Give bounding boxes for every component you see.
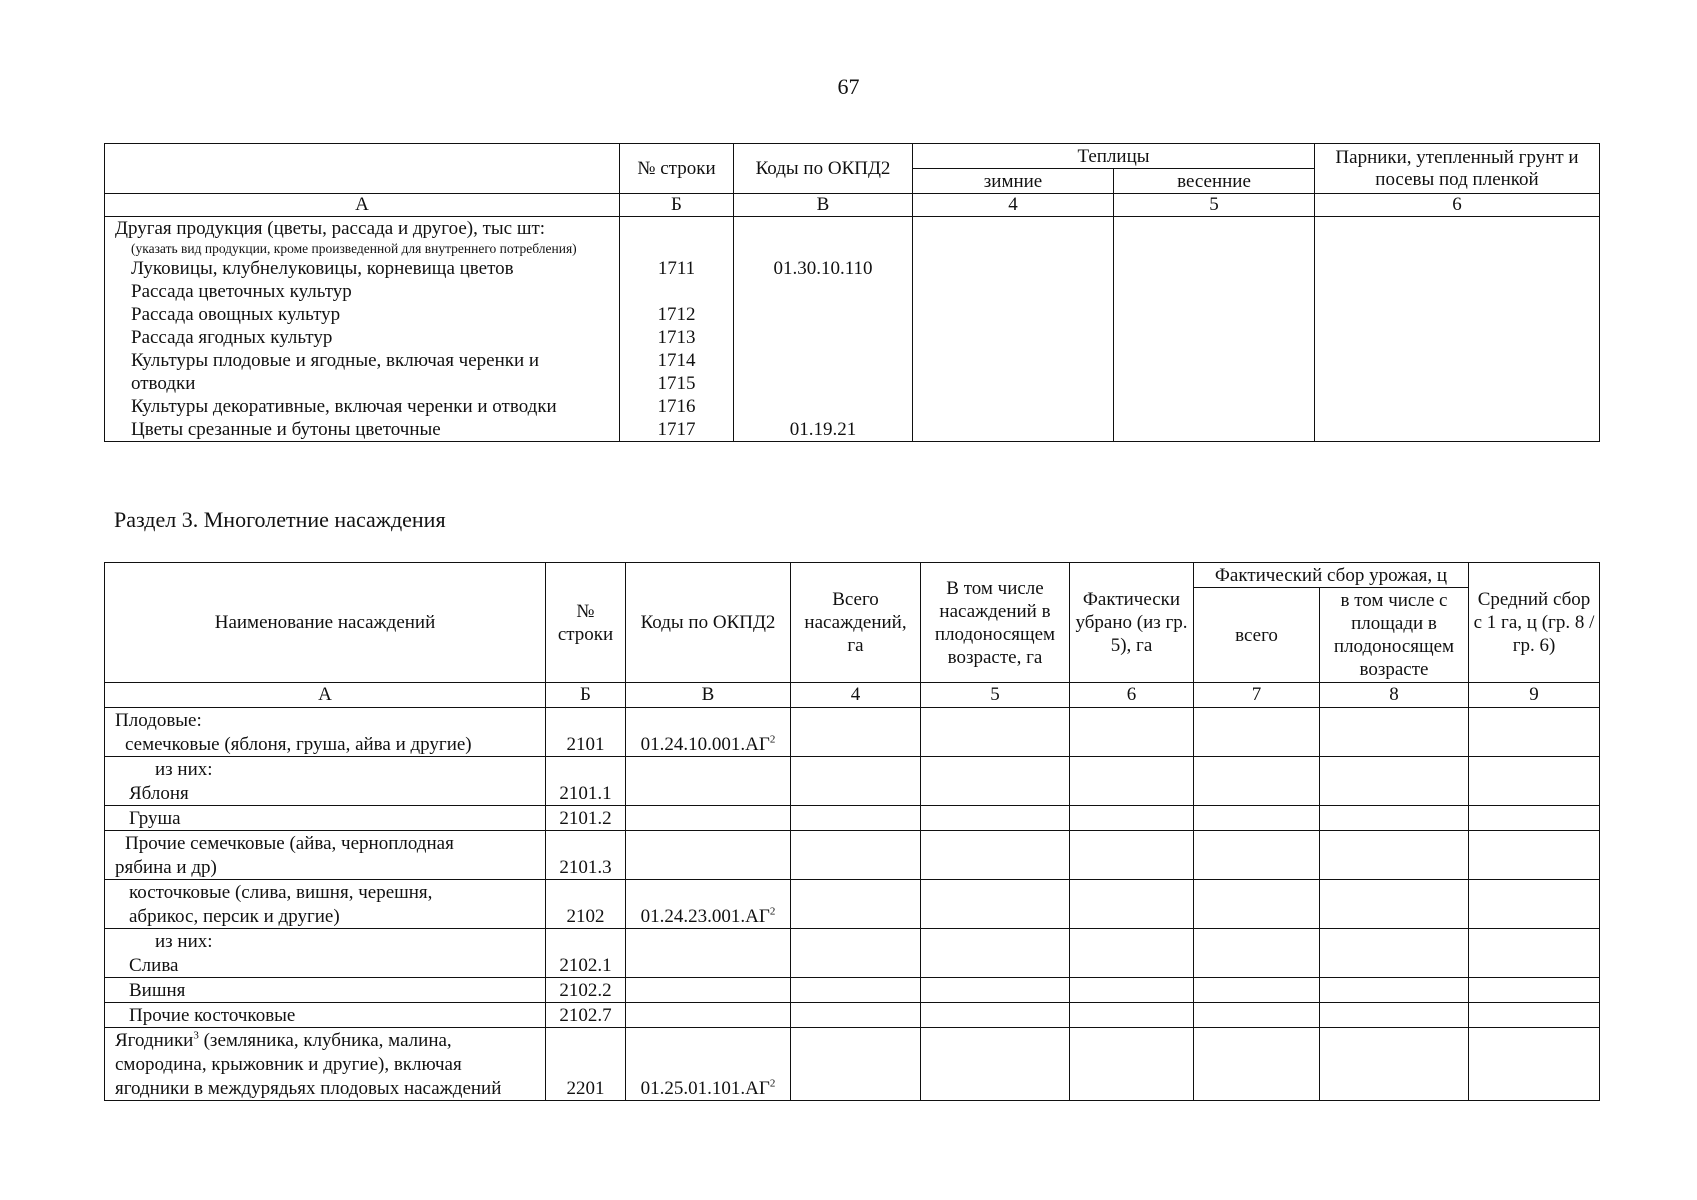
table-row: Луковицы, клубнелуковицы, корневища цветов 1711 01.30.10.110 bbox=[105, 257, 1600, 280]
yield-header: Фактический сбор урожая, ц bbox=[1194, 563, 1469, 588]
table-row: Культуры декоративные, включая черенки и отводки 1716 bbox=[105, 395, 1600, 418]
table-row bbox=[105, 217, 1600, 241]
column-letters-row: А Б В 4 5 6 7 8 9 bbox=[105, 683, 1600, 708]
table-row: Культуры плодовые и ягодные, включая черенки и 1714 bbox=[105, 349, 1600, 372]
okpd-header: Коды по ОКПД2 bbox=[734, 144, 913, 194]
table-row: Рассада цветочных культур bbox=[105, 280, 1600, 303]
perennial-plantings-table bbox=[104, 562, 1600, 1101]
table-row: ягодники в междурядьях плодовых насаждений 2201 $01.25.01.101.АГ^2$ bbox=[105, 1076, 1600, 1101]
page-number: 67 bbox=[837, 74, 860, 99]
name-header: Наименование насаждений bbox=[105, 563, 546, 683]
spring-header: весенние bbox=[1114, 169, 1315, 194]
greenhouses-header: Теплицы bbox=[913, 144, 1315, 169]
hotbeds-header: Парники, утепленный грунт и посевы под пленкой bbox=[1315, 144, 1600, 194]
total-header: Всего насаждений, га bbox=[791, 563, 921, 683]
table-row: Слива 2102.1 bbox=[105, 953, 1600, 978]
table-row: Ягодники$^3$ (земляника, клубника, малина, bbox=[105, 1028, 1600, 1053]
row-no-header: № строки bbox=[546, 563, 626, 683]
table-row: Рассада ягодных культур 1713 bbox=[105, 326, 1600, 349]
section-title: Раздел 3. Многолетние насаждения bbox=[114, 507, 446, 532]
yield-total-header: всего bbox=[1194, 588, 1320, 683]
table-row: Цветы срезанные и бутоны цветочные 1717 01.19.21 bbox=[105, 418, 1600, 442]
section-title-row: Другая продукция (цветы, рассада и другое), тыс шт: bbox=[105, 217, 620, 241]
harvested-header: Фактически убрано (из гр. 5), га bbox=[1070, 563, 1194, 683]
table-row: Вишня 2102.2 bbox=[105, 978, 1600, 1003]
table-row: Груша 2101.2 bbox=[105, 806, 1600, 831]
table-row: смородина, крыжовник и другие), включая bbox=[105, 1052, 1600, 1076]
column-letters-row: А Б В 4 5 6 bbox=[105, 194, 1600, 217]
table-header-row bbox=[105, 144, 1600, 169]
table-row: Прочие косточковые 2102.7 bbox=[105, 1003, 1600, 1028]
table-row: семечковые (яблоня, груша, айва и другие) 2101 $01.24.10.001.АГ^2$ bbox=[105, 732, 1600, 757]
table-row: Рассада овощных культур 1712 bbox=[105, 303, 1600, 326]
table-row: из них: bbox=[105, 757, 1600, 782]
table-header-row bbox=[105, 563, 1600, 588]
table-row: Яблоня 2101.1 bbox=[105, 781, 1600, 806]
table-row: отводки 1715 bbox=[105, 372, 1600, 395]
table-row: рябина и др) 2101.3 bbox=[105, 855, 1600, 880]
table-row: абрикос, персик и другие) 2102 $01.24.23.001.АГ^2$ bbox=[105, 904, 1600, 929]
table-row: Плодовые: bbox=[105, 708, 1600, 733]
table-row bbox=[105, 240, 1600, 257]
okpd-header: Коды по ОКПД2 bbox=[626, 563, 791, 683]
note-row: (указать вид продукции, кроме произведенной для внутреннего потребления) bbox=[105, 240, 620, 257]
table-row: косточковые (слива, вишня, черешня, bbox=[105, 880, 1600, 905]
avg-header: Средний сбор с 1 га, ц (гр. 8 / гр. 6) bbox=[1469, 563, 1600, 683]
other-products-table bbox=[104, 143, 1600, 442]
yield-fruiting-header: в том числе с площади в плодоносящем возрасте bbox=[1320, 588, 1469, 683]
table-row: Прочие семечковые (айва, черноплодная bbox=[105, 831, 1600, 856]
fruiting-header: В том числе насаждений в плодоносящем возрасте, га bbox=[921, 563, 1070, 683]
name-header bbox=[105, 144, 620, 194]
table-row: из них: bbox=[105, 929, 1600, 954]
winter-header: зимние bbox=[913, 169, 1114, 194]
row-no-header: № строки bbox=[620, 144, 734, 194]
